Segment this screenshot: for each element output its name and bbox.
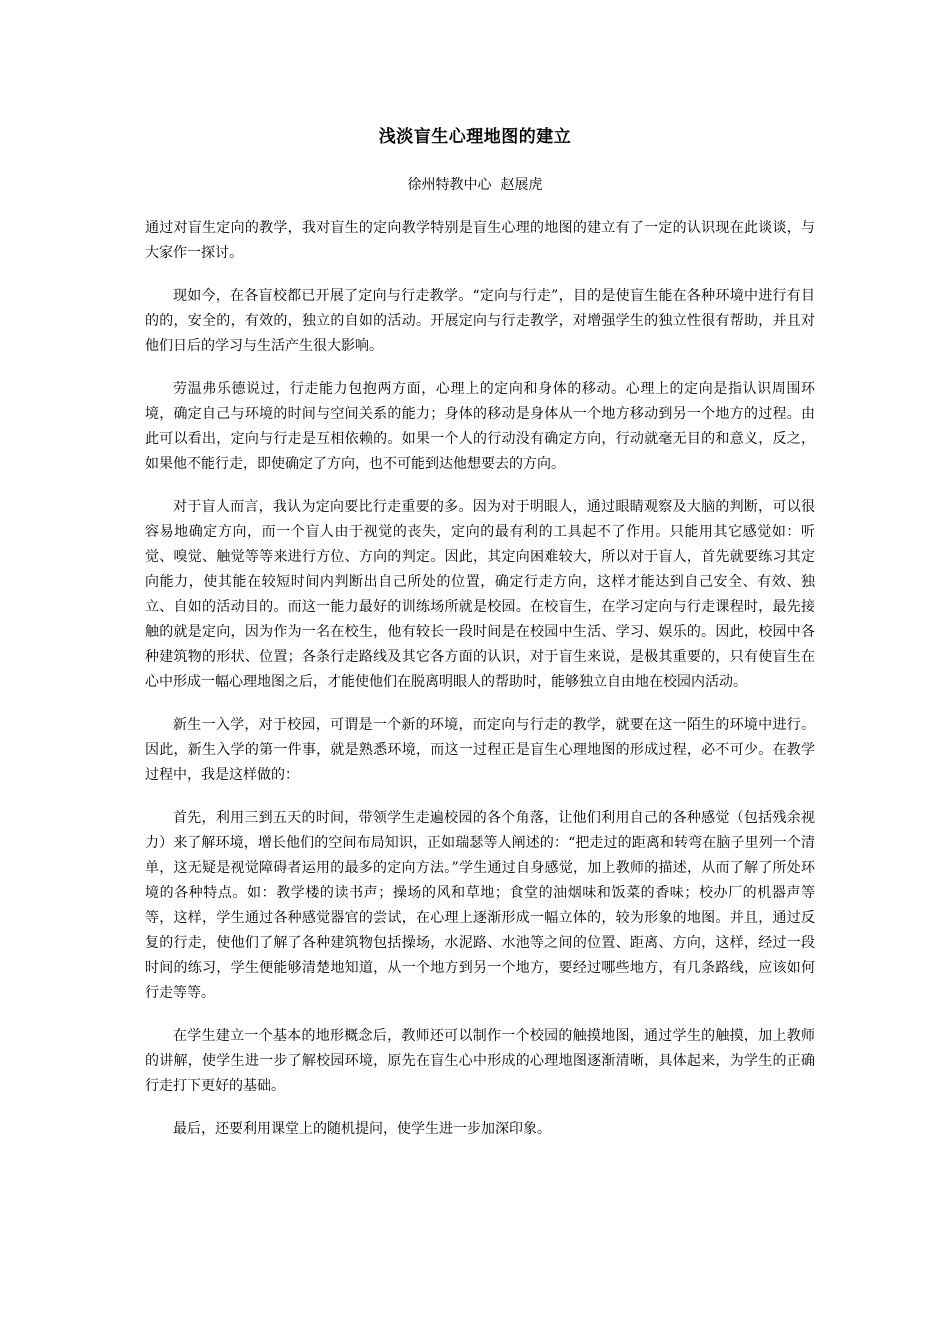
paragraph-intro: 通过对盲生定向的教学，我对盲生的定向教学特别是盲生心理的地图的建立有了一定的认识现在此谈谈，与大家作一探讨。 bbox=[145, 220, 815, 261]
paragraph: 对于盲人而言，我认为定向要比行走重要的多。因为对于明眼人，通过眼睛观察及大脑的判断，可以很容易地确定方向，而一个盲人由于视觉的丧失，定向的最有利的工具起不了作用。只能用其它感觉如：听觉、嗅觉、触觉等等来进行方位、方向的判定。因此，其定向困难较大，所以对于盲人，首先就要练习其定向能力，使其能在较短时间内判断出自己所处的位置，确定行走方向，这样才能达到自己安全、有效、独立、自如的活动目的。而这一能力最好的训练场所就是校园。在校盲生，在学习定向与行走课程时，最先接触的就是定向，因为作为一名在校生，他有较长一段时间是在校园中生活、学习、娱乐的。因此，校园中各种建筑物的形状、位置；各条行走路线及其它各方面的认识，对于盲生来说，是极其重要的，只有使盲生在心中形成一幅心理地图之后，才能使他们在脱离明眼人的帮助时，能够独立自由地在校园内活动。 bbox=[145, 499, 815, 690]
paragraph: 首先，利用三到五天的时间，带领学生走遍校园的各个角落，让他们利用自己的各种感觉（包括残余视力）来了解环境，增长他们的空间布局知识，正如瑞瑟等人阐述的：“把走过的距离和转弯在脑子里列一个清单，这无疑是视觉障碍者运用的最多的定向方法。”学生通过自身感觉，加上教师的描述，从而了解了所处环境的各种特点。如：教学楼的读书声；操场的风和草地；食堂的油烟味和饭菜的香味；校办厂的机器声等等，这样，学生通过各种感觉器官的尝试，在心理上逐渐形成一幅立体的，较为形象的地图。并且，通过反复的行走，使他们了解了各种建筑物包括操场，水泥路、水池等之间的位置、距离、方向，这样，经过一段时间的练习，学生便能够清楚地知道，从一个地方到另一个地方，要经过哪些地方，有几条路线，应该如何行走等等。 bbox=[145, 810, 815, 1001]
document-body bbox=[145, 216, 815, 1160]
paragraph: 新生一入学，对于校园，可谓是一个新的环境，而定向与行走的教学，就要在这一陌生的环境中进行。因此，新生入学的第一件事，就是熟悉环境，而这一过程正是盲生心理地图的形成过程，必不可少。在教学过程中，我是这样做的： bbox=[145, 717, 815, 783]
paragraph: 在学生建立一个基本的地形概念后，教师还可以制作一个校园的触摸地图，通过学生的触摸，加上教师的讲解，使学生进一步了解校园环境，原先在盲生心中形成的心理地图逐渐清晰，具体起来，为学生的正确行走打下更好的基础。 bbox=[145, 1028, 815, 1094]
document-title: 浅淡盲生心理地图的建立 bbox=[378, 127, 572, 147]
document-author: 徐州特教中心 赵展虎 bbox=[407, 177, 543, 193]
paragraph: 现如今，在各盲校都已开展了定向与行走教学。“定向与行走”，目的是使盲生能在各种环境中进行有目的的，安全的，有效的，独立的自如的活动。开展定向与行走教学，对增强学生的独立性很有帮助，并且对他们日后的学习与生活产生很大影响。 bbox=[145, 288, 815, 354]
paragraph: 最后，还要利用课堂上的随机提问，使学生进一步加深印象。 bbox=[173, 1121, 551, 1137]
paragraph: 劳温弗乐德说过，行走能力包抱两方面，心理上的定向和身体的移动。心理上的定向是指认识周围环境，确定自己与环境的时间与空间关系的能力；身体的移动是身体从一个地方移动到另一个地方的过程。由此可以看出，定向与行走是互相依赖的。如果一个人的行动没有确定方向，行动就毫无目的和意义，反之，如果他不能行走，即使确定了方向，也不可能到达他想要去的方向。 bbox=[145, 381, 815, 472]
